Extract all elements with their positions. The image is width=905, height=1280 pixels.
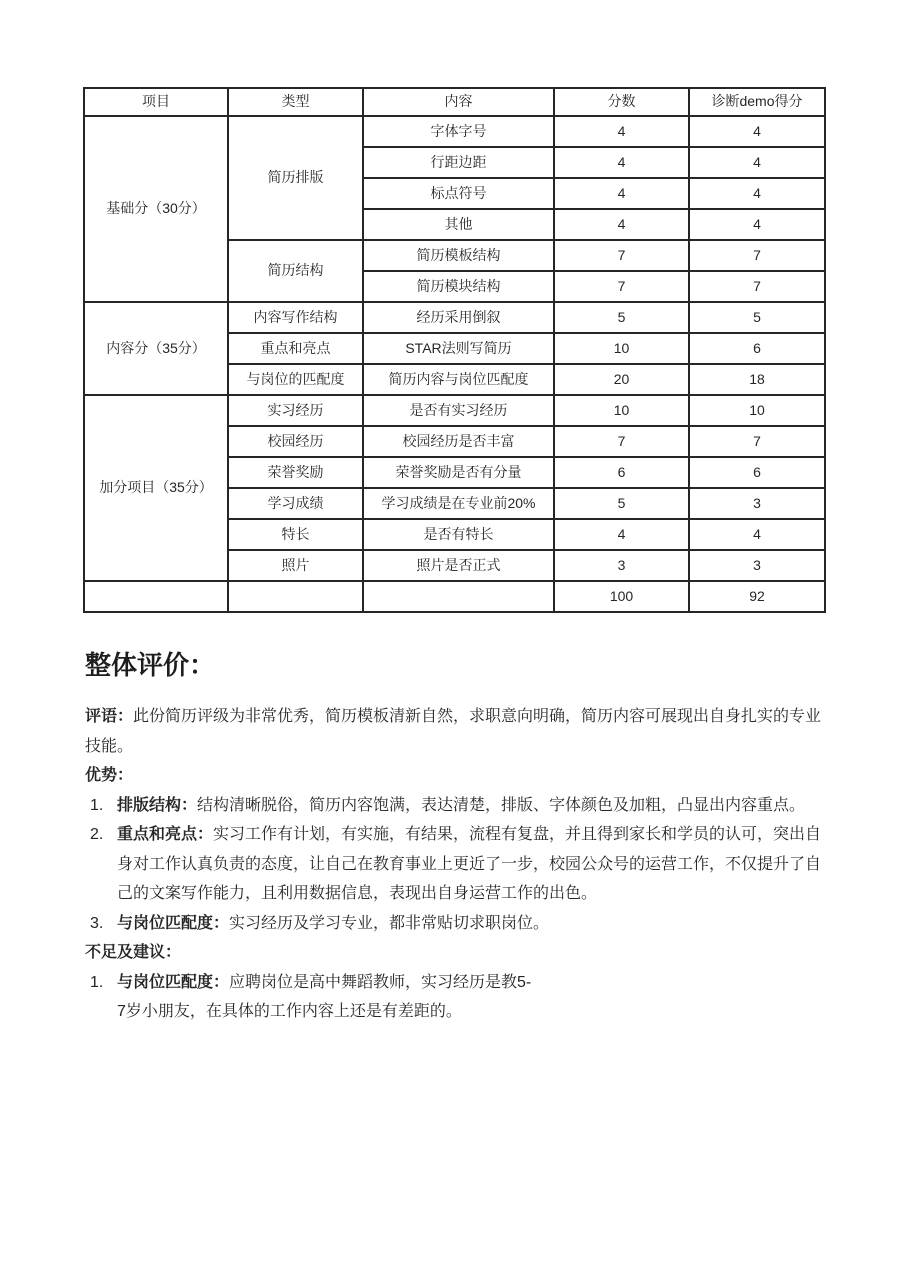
cell-content: STAR法则写简历 [363, 333, 554, 364]
cell-score: 20 [554, 364, 689, 395]
cell-score: 5 [554, 488, 689, 519]
cell-empty [228, 581, 363, 612]
cell-type: 特长 [228, 519, 363, 550]
cell-empty [84, 581, 228, 612]
cell-type: 照片 [228, 550, 363, 581]
cell-content: 其他 [363, 209, 554, 240]
list-number: 3. [90, 914, 104, 932]
cell-score: 10 [554, 395, 689, 426]
cell-score: 4 [554, 519, 689, 550]
cell-total-score: 100 [554, 581, 689, 612]
comment-text: 此份简历评级为非常优秀，简历模板清新自然，求职意向明确，简历内容可展现出自身扎实的专业技能。 [85, 708, 822, 755]
cell-content: 荣誉奖励是否有分量 [363, 457, 554, 488]
table-header-row [84, 88, 825, 116]
cell-score: 4 [554, 178, 689, 209]
strengths-label: 优势： [85, 767, 134, 784]
cell-score: 4 [554, 147, 689, 178]
cell-content: 经历采用倒叙 [363, 302, 554, 333]
list-number: 2. [90, 826, 104, 843]
cell-demo-score: 4 [689, 178, 825, 209]
cell-content: 校园经历是否丰富 [363, 426, 554, 457]
list-item-strength-2 [85, 820, 822, 909]
list-item-strength-1 [85, 791, 822, 821]
cell-score: 7 [554, 240, 689, 271]
cell-demo-score: 7 [689, 271, 825, 302]
cell-demo-score: 18 [689, 364, 825, 395]
list-item-label: 重点和亮点： [117, 826, 214, 843]
cell-demo-score: 4 [689, 147, 825, 178]
cell-type-group: 简历结构 [228, 240, 363, 302]
col-header-demo-score: 诊断demo得分 [689, 88, 825, 116]
table-row [84, 116, 825, 147]
col-header-score: 分数 [554, 88, 689, 116]
cell-demo-score: 3 [689, 550, 825, 581]
cell-content: 学习成绩是在专业前20% [363, 488, 554, 519]
cell-demo-score: 6 [689, 333, 825, 364]
col-header-content: 内容 [363, 88, 554, 116]
table-row [84, 395, 825, 426]
cell-content: 简历内容与岗位匹配度 [363, 364, 554, 395]
cell-score: 3 [554, 550, 689, 581]
list-item-text-line2: 7岁小朋友，在具体的工作内容上还是有差距的。 [117, 1003, 462, 1020]
cell-score: 4 [554, 209, 689, 240]
cell-demo-score: 7 [689, 426, 825, 457]
cell-type: 与岗位的匹配度 [228, 364, 363, 395]
cell-content: 简历模板结构 [363, 240, 554, 271]
cell-score: 5 [554, 302, 689, 333]
list-item-text: 实习经历及学习专业，都非常贴切求职岗位。 [229, 914, 550, 932]
cell-score: 6 [554, 457, 689, 488]
list-item-strength-3 [85, 909, 822, 939]
list-item-label: 与岗位匹配度： [117, 973, 230, 991]
comment-label: 评语： [85, 708, 134, 725]
cell-score: 10 [554, 333, 689, 364]
list-item-text-line1: 应聘岗位是高中舞蹈教师，实习经历是教5- [229, 973, 532, 991]
cell-content: 标点符号 [363, 178, 554, 209]
cell-empty [363, 581, 554, 612]
cell-type: 内容写作结构 [228, 302, 363, 333]
score-table [83, 87, 826, 613]
cell-type: 荣誉奖励 [228, 457, 363, 488]
cell-demo-score: 6 [689, 457, 825, 488]
list-item-label: 排版结构： [117, 796, 198, 814]
comment-paragraph [85, 702, 822, 761]
list-item-text: 实习工作有计划，有实施，有结果，流程有复盘，并且得到家长和学员的认可，突出自身对工作认真负责的态度，让自己在教育事业上更近了一步，校园公众号的运营工作，不仅提升了自己的文案写作能力，且利用数据信息，表现出自身运营工作的出色。 [117, 826, 822, 902]
cell-type: 校园经历 [228, 426, 363, 457]
cell-total-demo-score: 92 [689, 581, 825, 612]
list-number: 1. [90, 973, 104, 991]
cell-content: 是否有实习经历 [363, 395, 554, 426]
cell-demo-score: 7 [689, 240, 825, 271]
cell-content: 简历模块结构 [363, 271, 554, 302]
cell-type: 学习成绩 [228, 488, 363, 519]
weaknesses-label: 不足及建议： [85, 944, 182, 961]
list-item-weakness-1 [85, 968, 822, 1027]
cell-type-group: 简历排版 [228, 116, 363, 240]
cell-score: 4 [554, 116, 689, 147]
cell-score: 7 [554, 271, 689, 302]
cell-demo-score: 4 [689, 116, 825, 147]
cell-demo-score: 4 [689, 519, 825, 550]
cell-score: 7 [554, 426, 689, 457]
cell-content: 行距边距 [363, 147, 554, 178]
cell-item-group: 基础分（30分） [84, 116, 228, 302]
cell-content: 是否有特长 [363, 519, 554, 550]
cell-demo-score: 4 [689, 209, 825, 240]
list-item-label: 与岗位匹配度： [117, 914, 230, 932]
list-number: 1. [90, 796, 104, 814]
table-total-row [84, 581, 825, 612]
cell-demo-score: 3 [689, 488, 825, 519]
cell-item-group: 加分项目（35分） [84, 395, 228, 581]
cell-item-group: 内容分（35分） [84, 302, 228, 395]
cell-demo-score: 5 [689, 302, 825, 333]
table-row [84, 302, 825, 333]
cell-content: 照片是否正式 [363, 550, 554, 581]
col-header-type: 类型 [228, 88, 363, 116]
cell-demo-score: 10 [689, 395, 825, 426]
overall-evaluation-heading: 整体评价： [85, 650, 216, 680]
cell-content: 字体字号 [363, 116, 554, 147]
col-header-item: 项目 [84, 88, 228, 116]
list-item-text: 结构清晰脱俗，简历内容饱满，表达清楚，排版、字体颜色及加粗，凸显出内容重点。 [197, 796, 806, 814]
cell-type: 实习经历 [228, 395, 363, 426]
overall-evaluation-section [85, 648, 822, 1027]
cell-type: 重点和亮点 [228, 333, 363, 364]
